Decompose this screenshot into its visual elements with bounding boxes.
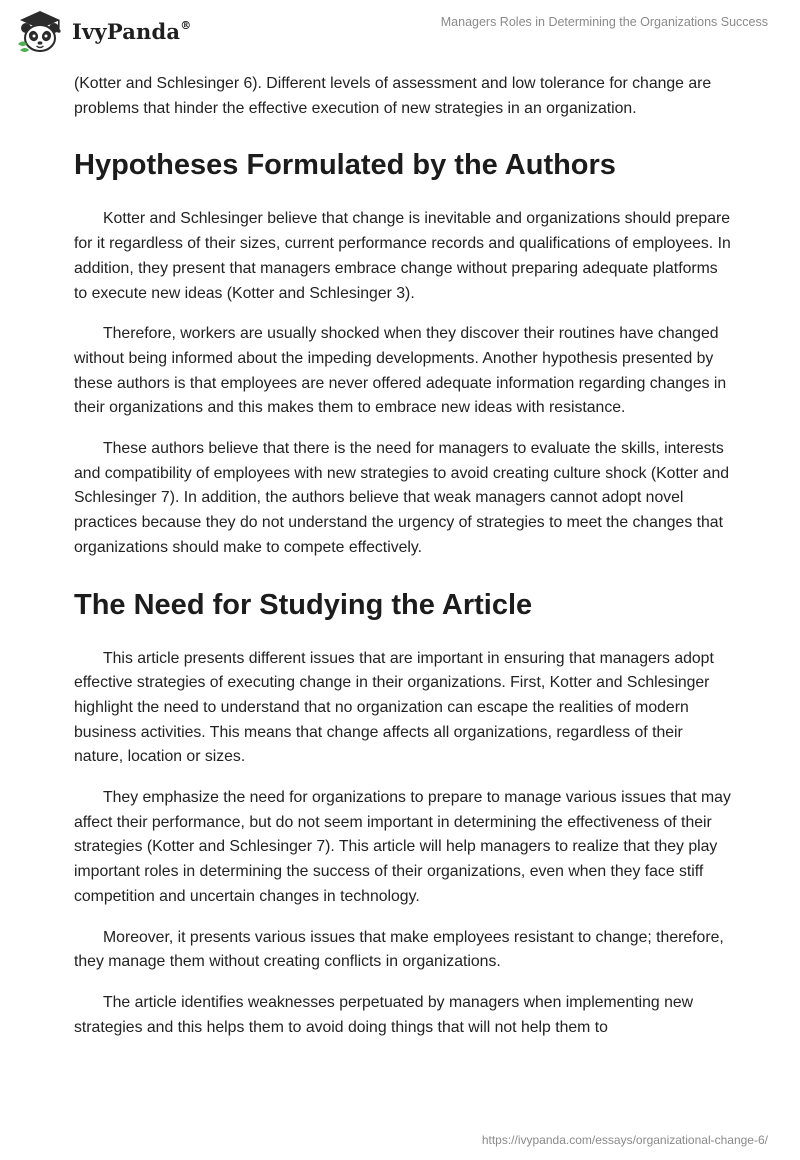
body-paragraph: This article presents different issues that are important in ensuring that managers adopt effective strategies of executing change in their organizations. First, Kotter and Schlesinger highlight the need to understand that no organization can escape the realities of modern business activities. This means that change affects all organizations, regardless of their nature, location or sizes.	[74, 649, 714, 766]
body-paragraph: These authors believe that there is the need for managers to evaluate the skills, interests and compatibility of employees with new strategies to avoid creating culture shock (Kotter and Schlesinger 7). In addition, the authors believe that weak managers cannot adopt novel practices because they do not understand the urgency of strategies to meet the changes that organizations should make to compete effectively.	[74, 440, 730, 556]
brand-name: IvyPanda®	[72, 18, 192, 44]
body-paragraph: Kotter and Schlesinger believe that change is inevitable and organizations should prepare for it regardless of their sizes, current performance records and qualifications of employees. In addition, they present that managers embrace change without preparing adequate platforms to execute new ideas (Kotter and Schlesinger 3).	[74, 210, 731, 302]
panda-graduate-icon	[14, 8, 66, 54]
source-url-link[interactable]: https://ivypanda.com/essays/organizational-change-6/	[481, 1133, 768, 1147]
body-paragraph: Therefore, workers are usually shocked when they discover their routines have changed without being informed about the impeding developments. Another hypothesis presented by these authors is that employees are never offered adequate information regarding changes in their organizations and this makes them to embrace new ideas with resistance.	[74, 325, 727, 417]
body-paragraph: Moreover, it presents various issues that make employees resistant to change; therefore, they manage them without creating conflicts in organizations.	[74, 928, 724, 971]
brand-logo[interactable]	[14, 8, 191, 54]
body-paragraph: They emphasize the need for organizations to prepare to manage various issues that may affect their performance, but do not seem important in determining the effectiveness of their strategies (Kotter and Schlesinger 7). This article will help managers to realize that they play important roles in determining the success of their organizations, even when they face stiff competition and uncertain changes in technology.	[74, 789, 731, 905]
body-paragraph: The article identifies weaknesses perpetuated by managers when implementing new strategies and this helps them to avoid doing things that will not help them to	[74, 993, 694, 1036]
page-header	[0, 0, 800, 60]
section-heading-hypotheses: Hypotheses Formulated by the Authors	[74, 149, 616, 182]
essay-body	[74, 72, 734, 1056]
document-title: Managers Roles in Determining the Organizations Success	[440, 15, 768, 29]
section-heading-need-for-study: The Need for Studying the Article	[74, 588, 533, 621]
intro-paragraph: (Kotter and Schlesinger 6). Different levels of assessment and low tolerance for change are problems that hinder the effective execution of new strategies in an organization.	[74, 75, 712, 117]
